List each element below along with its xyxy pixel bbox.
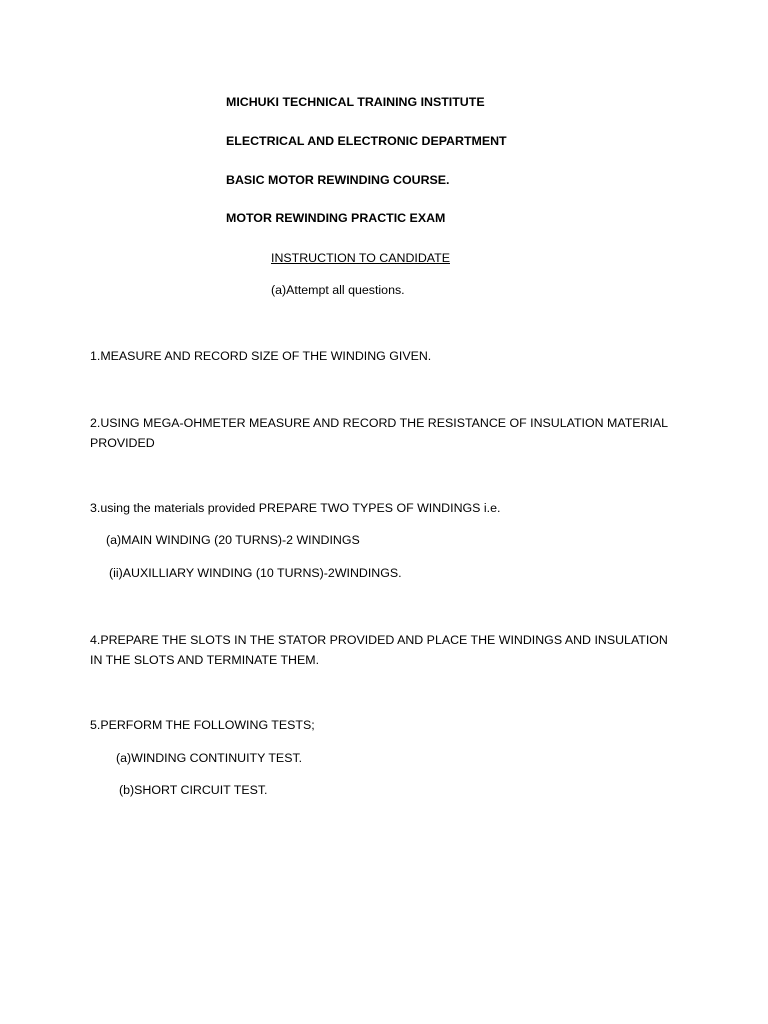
question-3-item-ii: (ii)AUXILLIARY WINDING (10 TURNS)-2WINDINGS. (109, 566, 402, 580)
question-5-item-a: (a)WINDING CONTINUITY TEST. (116, 751, 303, 765)
department-name: ELECTRICAL AND ELECTRONIC DEPARTMENT (226, 134, 507, 148)
institute-name: MICHUKI TECHNICAL TRAINING INSTITUTE (226, 95, 485, 109)
question-3-item-a: (a)MAIN WINDING (20 TURNS)-2 WINDINGS (106, 533, 360, 547)
course-name: BASIC MOTOR REWINDING COURSE. (226, 173, 450, 187)
question-5: 5.PERFORM THE FOLLOWING TESTS; (90, 718, 315, 732)
instructions-title: INSTRUCTION TO CANDIDATE (271, 251, 450, 265)
instruction-item-a: (a)Attempt all questions. (271, 283, 405, 297)
question-1: 1.MEASURE AND RECORD SIZE OF THE WINDING GIVEN. (90, 349, 432, 363)
question-4: 4.PREPARE THE SLOTS IN THE STATOR PROVIDED AND PLACE THE WINDINGS AND INSULATION IN THE SLOTS AND TERMINATE THEM. (90, 633, 668, 667)
question-5-item-b: (b)SHORT CIRCUIT TEST. (119, 783, 268, 797)
question-3: 3.using the materials provided PREPARE TWO TYPES OF WINDINGS i.e. (90, 501, 501, 515)
question-2: 2.USING MEGA-OHMETER MEASURE AND RECORD THE RESISTANCE OF INSULATION MATERIAL PROVIDED (90, 416, 668, 450)
exam-title: MOTOR REWINDING PRACTIC EXAM (226, 211, 446, 225)
